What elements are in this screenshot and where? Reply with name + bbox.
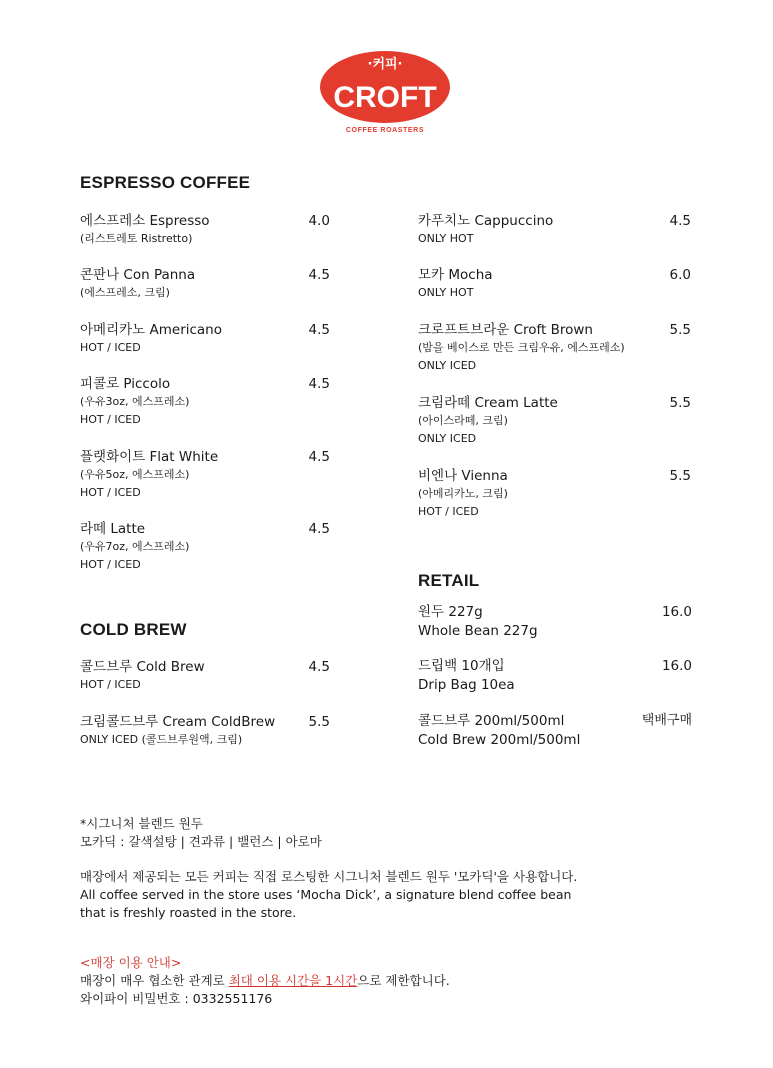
item-price: 4.5 <box>308 449 330 465</box>
item-name-en: Whole Bean 227g <box>418 623 538 639</box>
item-sub: HOT / ICED <box>80 486 141 499</box>
item-name: 콜드브루 200ml/500ml <box>418 713 565 729</box>
item-price: 4.5 <box>308 521 330 537</box>
store-info-line <box>80 972 450 990</box>
item-sub: (우유3oz, 에스프레소) <box>80 395 190 408</box>
croft-logo <box>318 44 452 136</box>
retail-section-title: RETAIL <box>418 571 480 590</box>
item-price: 4.0 <box>308 213 330 229</box>
item-price: 5.5 <box>669 322 691 338</box>
menu-item-americano <box>80 321 222 357</box>
item-price: 5.5 <box>308 714 330 730</box>
menu-item-cream-latte <box>418 394 558 448</box>
item-name: 에스프레소 Espresso <box>80 213 210 229</box>
item-price: 5.5 <box>669 395 691 411</box>
store-info-suffix: 으로 제한합니다. <box>357 973 450 988</box>
item-sub: ONLY HOT <box>418 232 474 245</box>
item-price: 5.5 <box>669 468 691 484</box>
menu-item-cappuccino <box>418 212 553 248</box>
item-sub: HOT / ICED <box>80 558 141 571</box>
item-sub: HOT / ICED <box>80 678 141 691</box>
retail-item-drip-bag <box>418 657 515 695</box>
item-sub: HOT / ICED <box>418 505 479 518</box>
item-sub: (밤을 베이스로 만든 크림우유, 에스프레소) <box>418 341 625 354</box>
retail-item-cold-brew <box>418 712 580 750</box>
item-price: 4.5 <box>308 376 330 392</box>
coldbrew-section-title: COLD BREW <box>80 620 187 639</box>
item-price: 4.5 <box>669 213 691 229</box>
item-sub: (에스프레소, 크림) <box>80 286 170 299</box>
item-name: 아메리카노 Americano <box>80 322 222 338</box>
signature-desc-ko: 매장에서 제공되는 모든 커피는 직접 로스팅한 시그니처 블렌드 원두 '모카딕'을 사용합니다. <box>80 869 578 884</box>
item-name: 라떼 Latte <box>80 521 146 537</box>
menu-item-latte <box>80 520 189 574</box>
item-name: 플랫화이트 Flat White <box>80 449 219 465</box>
item-name: 피콜로 Piccolo <box>80 376 171 392</box>
signature-title: *시그니처 블렌드 원두 <box>80 816 203 831</box>
item-name-en: Cold Brew 200ml/500ml <box>418 732 581 748</box>
signature-desc-en-2: that is freshly roasted in the store. <box>80 905 297 920</box>
item-name: 크림콜드브루 Cream ColdBrew <box>80 714 276 730</box>
signature-desc-en-1: All coffee served in the store uses ‘Mocha Dick’, a signature blend coffee bean <box>80 887 572 902</box>
logo-top-text: ·커피· <box>367 57 403 72</box>
retail-item-whole-bean <box>418 603 538 641</box>
item-sub: HOT / ICED <box>80 341 141 354</box>
menu-item-piccolo <box>80 375 189 429</box>
item-sub: ONLY HOT <box>418 286 474 299</box>
item-sub: ONLY ICED (콜드브루원액, 크림) <box>80 733 243 746</box>
item-price: 16.0 <box>661 658 692 674</box>
item-price: 4.5 <box>308 659 330 675</box>
item-sub: (아이스라떼, 크림) <box>418 414 508 427</box>
menu-item-croft-brown <box>418 321 625 375</box>
menu-item-cream-coldbrew <box>80 713 275 749</box>
menu-item-mocha <box>418 266 493 302</box>
store-info-title: <매장 이용 안내> <box>80 955 182 970</box>
menu-item-espresso <box>80 212 210 248</box>
item-name-en: Drip Bag 10ea <box>418 677 515 693</box>
item-name: 원두 227g <box>418 604 483 620</box>
espresso-section-title: ESPRESSO COFFEE <box>80 173 251 192</box>
item-sub: (우유5oz, 에스프레소) <box>80 468 190 481</box>
item-name: 비엔나 Vienna <box>418 468 508 484</box>
logo-main-text: CROFT <box>333 81 437 114</box>
item-name: 콘판나 Con Panna <box>80 267 196 283</box>
signature-notes: 모카딕 : 갈색설탕 | 견과류 | 밸런스 | 아로마 <box>80 834 322 849</box>
item-name: 카푸치노 Cappuccino <box>418 213 554 229</box>
item-price: 6.0 <box>669 267 691 283</box>
item-sub: (우유7oz, 에스프레소) <box>80 540 190 553</box>
item-sub: HOT / ICED <box>80 413 141 426</box>
item-name: 모카 Mocha <box>418 267 493 283</box>
item-price: 택배구매 <box>641 713 692 728</box>
logo-sub-text: COFFEE ROASTERS <box>345 127 425 134</box>
item-sub: (리스트레토 Ristretto) <box>80 232 193 245</box>
wifi-password: 와이파이 비밀번호 : 0332551176 <box>80 991 273 1006</box>
item-sub: (아메리카노, 크림) <box>418 487 508 500</box>
menu-item-con-panna <box>80 266 195 302</box>
item-price: 4.5 <box>308 267 330 283</box>
item-sub: ONLY ICED <box>418 432 477 445</box>
item-sub: ONLY ICED <box>418 359 477 372</box>
store-info-highlight: 최대 이용 시간을 1시간 <box>228 973 358 988</box>
menu-item-cold-brew <box>80 658 205 694</box>
menu-item-vienna <box>418 467 508 521</box>
item-name: 크로프트브라운 Croft Brown <box>418 322 593 338</box>
item-price: 16.0 <box>661 604 692 620</box>
store-info-prefix: 매장이 매우 협소한 관계로 <box>80 973 229 988</box>
item-price: 4.5 <box>308 322 330 338</box>
menu-item-flat-white <box>80 448 218 502</box>
item-name: 드립백 10개입 <box>418 658 505 674</box>
item-name: 크림라떼 Cream Latte <box>418 395 558 411</box>
item-name: 콜드브루 Cold Brew <box>80 659 205 675</box>
